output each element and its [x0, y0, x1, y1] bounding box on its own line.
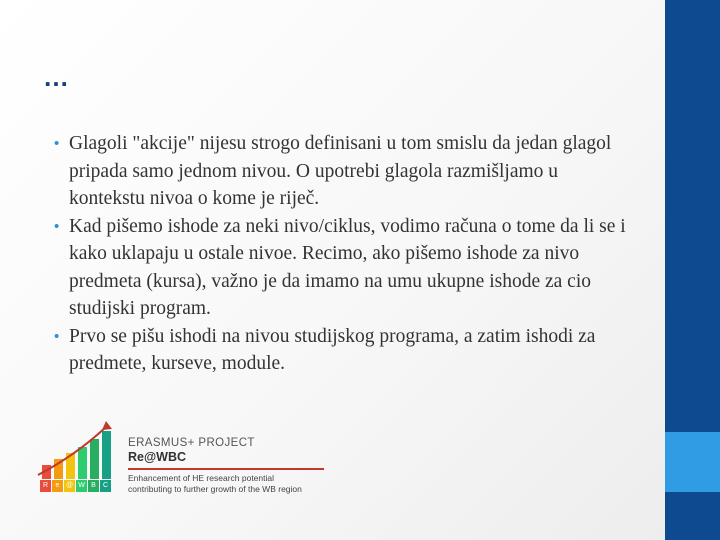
logo-project-name: Re@WBC — [128, 450, 187, 464]
bullet-dot-icon: • — [54, 135, 60, 152]
bullet-text: Prvo se pišu ishodi na nivou studijskog programa, a zatim ishodi za predmete, kurseve, module. — [69, 325, 596, 374]
erasmus-logo — [36, 415, 336, 500]
logo-tagline-2: contributing to further growth of the WB region — [128, 484, 302, 494]
logo-letters — [40, 480, 111, 492]
right-decorative-band — [665, 0, 720, 540]
logo-divider — [128, 468, 324, 470]
logo-letter: C — [100, 480, 111, 492]
bullet-text: Kad pišemo ishode za neki nivo/ciklus, vodimo računa o tome da li se i kako uklapaju u ostale nivoe. Recimo, ako pišemo ishode za nivo predmeta (kursa), važno je da imamo na umu ukupne ishode za cio studijski program. — [69, 215, 626, 319]
bullet-dot-icon: • — [54, 327, 60, 345]
band-middle-light — [665, 432, 720, 492]
bullet-item — [48, 213, 638, 323]
logo-project-label: ERASMUS+ PROJECT — [128, 437, 255, 449]
logo-letter: e — [52, 480, 63, 492]
logo-letter: W — [76, 480, 87, 492]
band-bottom-dark — [665, 492, 720, 540]
logo-tagline-1: Enhancement of HE research potential — [128, 473, 275, 483]
bullet-dot-icon: • — [54, 217, 60, 235]
band-top-dark — [665, 0, 720, 432]
bullet-item — [48, 323, 638, 378]
logo-letter: @ — [64, 480, 75, 492]
slide-title: … — [43, 62, 70, 92]
logo-letter: B — [88, 480, 99, 492]
bullet-list — [48, 130, 638, 378]
bullet-text: Glagoli "akcije" nijesu strogo definisani u tom smislu da jedan glagol pripada samo jednom nivou. O upotrebi glagola razmišljamo u kontekstu nivoa o kome je riječ. — [69, 133, 612, 209]
bullet-item — [48, 130, 638, 213]
logo-letter: R — [40, 480, 51, 492]
logo-text — [128, 437, 324, 495]
